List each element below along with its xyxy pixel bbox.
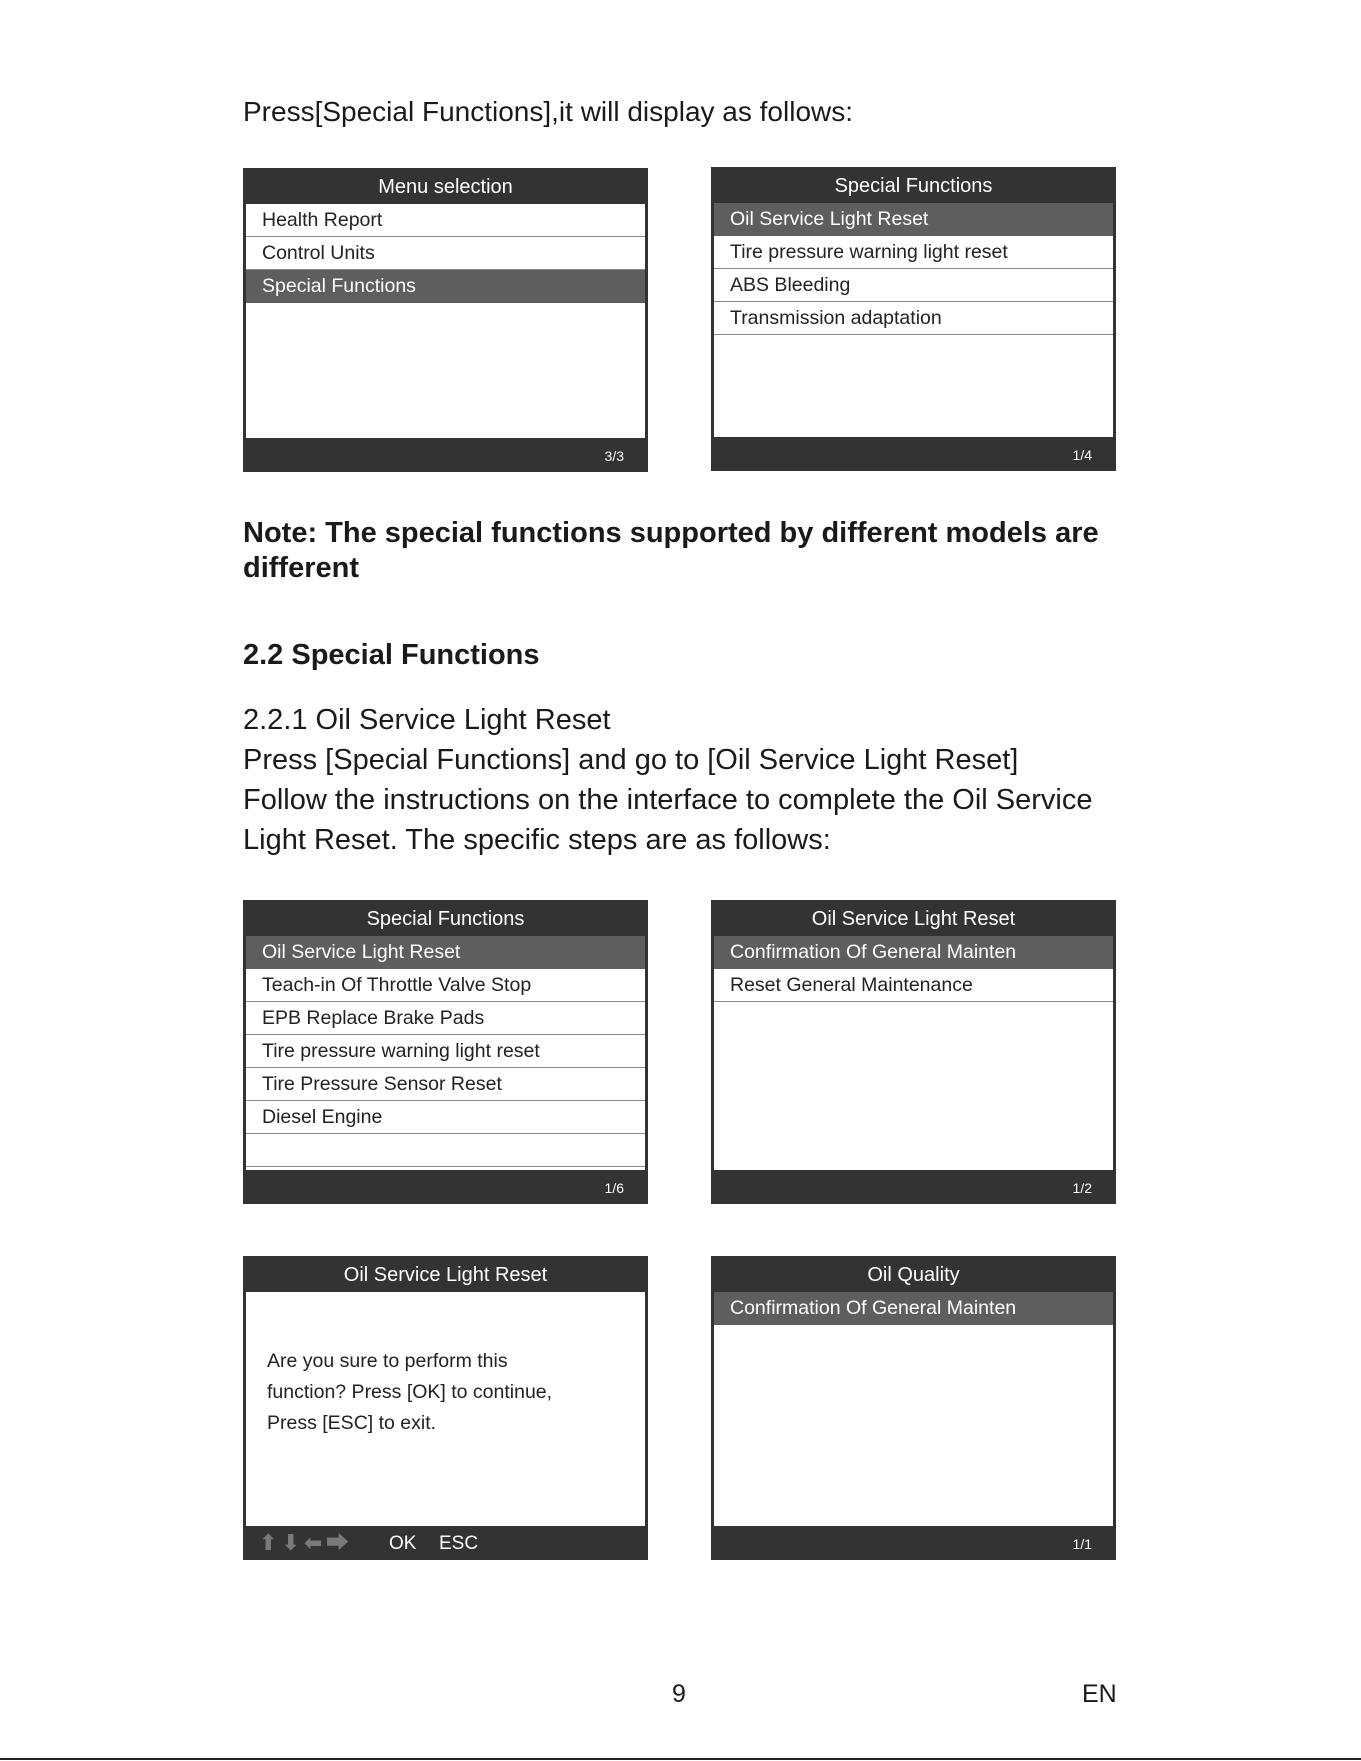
esc-button[interactable]: ESC <box>439 1533 479 1554</box>
screen-oil-quality <box>711 1256 1116 1560</box>
arrow-down-icon[interactable]: ⬇ <box>281 1530 300 1555</box>
screen-confirm-dialog <box>243 1256 648 1560</box>
section-heading: 2.2 Special Functions <box>243 639 540 671</box>
menu-item-diesel-engine[interactable]: Diesel Engine <box>246 1101 645 1134</box>
screen-special-functions-a <box>711 167 1116 471</box>
menu-item-tire-pressure-warning[interactable]: Tire pressure warning light reset <box>246 1035 645 1068</box>
screen-oil-service-light-reset <box>711 900 1116 1204</box>
menu-item-tire-pressure-warning[interactable]: Tire pressure warning light reset <box>714 236 1113 269</box>
menu-item-confirmation-general-maintenance[interactable]: Confirmation Of General Mainten <box>714 936 1113 969</box>
menu-item-abs-bleeding[interactable]: ABS Bleeding <box>714 269 1113 302</box>
instructions-paragraph <box>243 700 1092 860</box>
intro-text: Press[Special Functions],it will display as follows: <box>243 96 854 127</box>
navigation-keys <box>259 1532 348 1554</box>
page-indicator: 1/6 <box>604 1180 624 1196</box>
dialog-message-line: function? Press [OK] to continue, <box>267 1381 553 1403</box>
page-indicator: 3/3 <box>604 448 624 464</box>
screen-special-functions-b <box>243 900 648 1204</box>
page-indicator: 1/4 <box>1072 447 1092 463</box>
dialog-message-line: Are you sure to perform this <box>267 1350 508 1372</box>
screen-menu-selection <box>243 168 648 472</box>
dialog-body <box>246 1292 645 1526</box>
menu-item-special-functions[interactable]: Special Functions <box>246 270 645 303</box>
screen-title: Special Functions <box>834 175 993 197</box>
screen-footer <box>711 1526 1116 1560</box>
instruction-line: Follow the instructions on the interface to complete the Oil Service <box>243 784 1093 816</box>
screen-footer <box>711 1170 1116 1204</box>
screen-footer <box>243 1526 648 1560</box>
arrow-right-icon[interactable]: ⮕ <box>326 1530 349 1555</box>
dialog-message <box>267 1346 552 1439</box>
menu-list <box>714 1292 1113 1526</box>
menu-item-tire-pressure-sensor-reset[interactable]: Tire Pressure Sensor Reset <box>246 1068 645 1101</box>
screen-title: Oil Quality <box>867 1264 960 1286</box>
language-label: EN <box>1082 1680 1117 1708</box>
screen-footer <box>243 438 648 472</box>
screen-title: Oil Service Light Reset <box>811 908 1016 930</box>
menu-list <box>246 204 645 438</box>
menu-list <box>714 936 1113 1170</box>
menu-item-throttle-valve-stop[interactable]: Teach-in Of Throttle Valve Stop <box>246 969 645 1002</box>
menu-item-oil-service-light-reset[interactable]: Oil Service Light Reset <box>246 936 645 969</box>
menu-item-control-units[interactable]: Control Units <box>246 237 645 270</box>
instruction-line: Light Reset. The specific steps are as follows: <box>243 824 831 856</box>
dialog-message-line: Press [ESC] to exit. <box>267 1412 437 1434</box>
screen-footer <box>243 1170 648 1204</box>
page-indicator: 1/2 <box>1072 1180 1092 1196</box>
subsection-heading: 2.2.1 Oil Service Light Reset <box>243 704 611 736</box>
instruction-line: Press [Special Functions] and go to [Oil Service Light Reset] <box>243 744 1019 776</box>
bottom-divider <box>0 1758 1361 1760</box>
menu-list <box>246 936 645 1170</box>
menu-item-oil-service-light-reset[interactable]: Oil Service Light Reset <box>714 203 1113 236</box>
screen-title: Oil Service Light Reset <box>343 1264 548 1286</box>
page-indicator: 1/1 <box>1072 1536 1092 1552</box>
page-number: 9 <box>672 1680 686 1708</box>
menu-item-reset-general-maintenance[interactable]: Reset General Maintenance <box>714 969 1113 1002</box>
screen-title: Menu selection <box>378 176 513 198</box>
menu-item-health-report[interactable]: Health Report <box>246 204 645 237</box>
menu-item-epb-replace-brake-pads[interactable]: EPB Replace Brake Pads <box>246 1002 645 1035</box>
arrow-left-icon[interactable]: ⬅ <box>303 1530 323 1555</box>
menu-item-empty <box>246 1134 645 1167</box>
note-text: Note: The special functions supported by different models are different <box>243 517 1099 584</box>
menu-item-transmission-adaptation[interactable]: Transmission adaptation <box>714 302 1113 335</box>
menu-list <box>714 203 1113 437</box>
arrow-up-icon[interactable]: ⬆ <box>259 1530 278 1555</box>
screen-footer <box>711 437 1116 471</box>
screen-title: Special Functions <box>366 908 525 930</box>
menu-item-confirmation-general-maintenance[interactable]: Confirmation Of General Mainten <box>714 1292 1113 1325</box>
ok-button[interactable]: OK <box>389 1533 417 1554</box>
